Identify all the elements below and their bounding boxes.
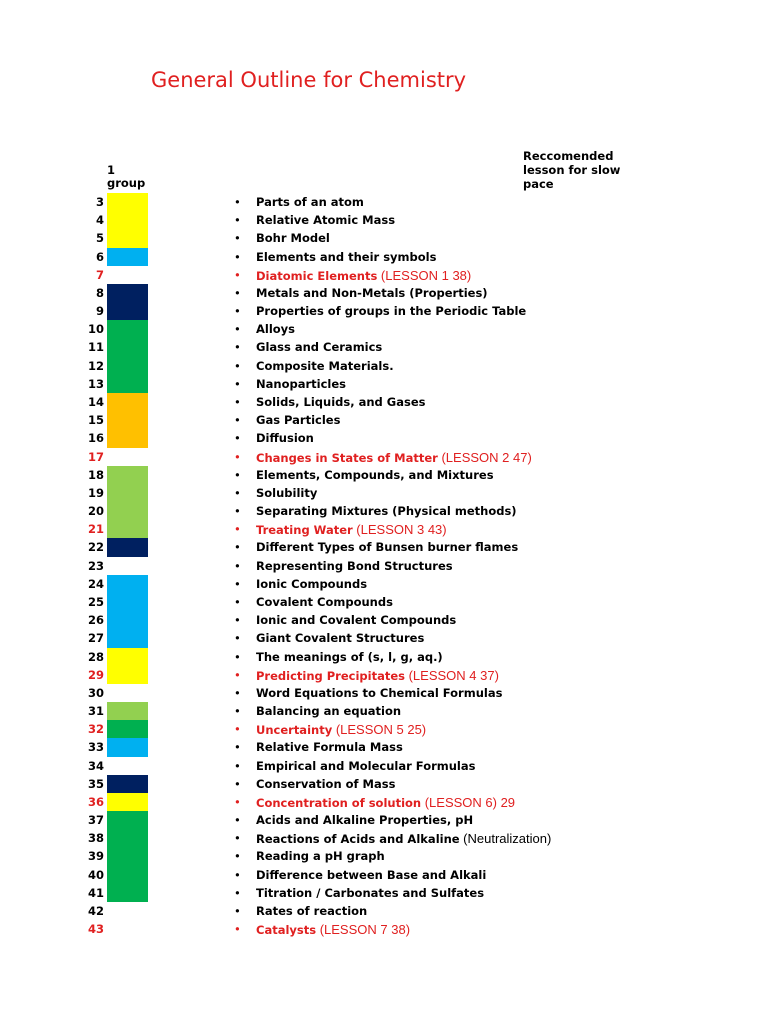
topic-label	[256, 486, 317, 500]
row-number: 22	[87, 540, 104, 555]
topic-text: Uncertainty	[256, 723, 333, 738]
topic-label	[256, 250, 436, 264]
group-header-label: group	[107, 176, 146, 190]
group-color-swatch	[107, 375, 148, 393]
topic-label	[256, 195, 364, 209]
row-number: 3	[95, 195, 104, 209]
outline-row	[0, 320, 768, 338]
row-number: 34	[87, 758, 104, 773]
topic-text: Ionic Compounds	[256, 576, 368, 591]
row-number: 26	[87, 613, 104, 628]
group-color-swatch	[107, 866, 148, 884]
bullet-icon: •	[234, 504, 241, 519]
outline-row	[0, 266, 768, 284]
topic-text: Relative Formula Mass	[256, 740, 403, 755]
group-color-swatch	[107, 229, 148, 247]
topic-label	[256, 613, 456, 627]
group-color-swatch	[107, 611, 148, 629]
topic-label	[256, 340, 382, 354]
topic-text: Treating Water	[256, 523, 353, 538]
lesson-note: (LESSON 4 37)	[404, 667, 499, 683]
topic-text: Gas Particles	[256, 413, 341, 428]
lesson-note: (LESSON 3 43)	[352, 522, 447, 538]
topic-text: The meanings of (s, l, g, aq.)	[256, 649, 443, 664]
row-number: 36	[87, 794, 104, 809]
outline-row	[0, 829, 768, 847]
bullet-icon: •	[234, 285, 241, 300]
row-number: 5	[95, 231, 104, 246]
row-number: 17	[87, 449, 104, 464]
row-number: 24	[87, 576, 104, 591]
row-number: 35	[87, 776, 104, 791]
topic-text: Metals and Non-Metals (Properties)	[256, 285, 488, 300]
group-color-swatch	[107, 320, 148, 338]
row-number: 18	[87, 467, 104, 482]
bullet-icon: •	[234, 413, 241, 428]
group-color-swatch	[107, 811, 148, 829]
row-number: 37	[87, 813, 104, 828]
topic-text: Empirical and Molecular Formulas	[256, 758, 476, 773]
outline-row	[0, 211, 768, 229]
topic-label	[256, 831, 551, 846]
topic-label	[256, 722, 426, 737]
topic-label	[256, 813, 473, 827]
topic-text: Catalysts	[256, 923, 317, 938]
outline-row	[0, 902, 768, 920]
topic-text: Nanoparticles	[256, 376, 346, 391]
bullet-icon: •	[234, 376, 241, 391]
bullet-icon: •	[234, 449, 241, 464]
bullet-icon: •	[234, 813, 241, 828]
group-color-swatch	[107, 847, 148, 865]
group-color-swatch	[107, 484, 148, 502]
outline-row	[0, 375, 768, 393]
outline-row	[0, 520, 768, 538]
topic-label	[256, 849, 385, 863]
row-number: 38	[87, 831, 104, 846]
group-color-swatch	[107, 211, 148, 229]
topic-label	[256, 395, 425, 409]
group-column-header	[107, 164, 145, 190]
topic-text: Elements, Compounds, and Mixtures	[256, 467, 494, 482]
group-color-swatch	[107, 429, 148, 447]
topic-label	[256, 686, 502, 700]
topic-text: Predicting Precipitates	[256, 668, 405, 683]
topic-label	[256, 268, 471, 283]
topic-label	[256, 668, 499, 683]
outline-row	[0, 920, 768, 938]
topic-label	[256, 631, 424, 645]
row-number: 6	[95, 249, 104, 264]
topic-text: Parts of an atom	[256, 195, 364, 209]
outline-row	[0, 502, 768, 520]
topic-text: Covalent Compounds	[256, 594, 393, 609]
outline-row	[0, 884, 768, 902]
topic-text: Representing Bond Structures	[256, 558, 453, 573]
group-color-swatch	[107, 538, 148, 556]
group-color-swatch	[107, 720, 148, 738]
bullet-icon: •	[234, 613, 241, 628]
row-number: 30	[87, 685, 104, 700]
group-color-swatch	[107, 357, 148, 375]
bullet-icon: •	[234, 631, 241, 646]
row-number: 21	[87, 522, 104, 537]
topic-text: Conservation of Mass	[256, 776, 396, 791]
outline-row	[0, 811, 768, 829]
group-color-swatch	[107, 284, 148, 302]
bullet-icon: •	[234, 522, 241, 537]
row-number: 23	[87, 558, 104, 573]
outline-row	[0, 629, 768, 647]
topic-text: Reading a pH graph	[256, 849, 385, 864]
group-color-swatch	[107, 648, 148, 666]
group-color-swatch	[107, 393, 148, 411]
topic-label	[256, 904, 367, 918]
outline-row	[0, 847, 768, 865]
group-color-swatch	[107, 193, 148, 211]
lesson-note: (LESSON 2 47)	[437, 449, 532, 465]
row-number: 42	[87, 904, 104, 919]
row-number: 28	[87, 649, 104, 664]
outline-row	[0, 338, 768, 356]
bullet-icon: •	[234, 904, 241, 919]
row-number: 32	[87, 722, 104, 737]
lesson-note: (LESSON 1 38)	[377, 267, 472, 283]
bullet-icon: •	[234, 704, 241, 719]
topic-label	[256, 468, 494, 482]
outline-row	[0, 557, 768, 575]
topic-text: Bohr Model	[256, 231, 330, 246]
outline-row	[0, 793, 768, 811]
topic-text: Acids and Alkaline Properties, pH	[256, 813, 474, 828]
bullet-icon: •	[234, 885, 241, 900]
topic-text: Solubility	[256, 485, 318, 500]
topic-text: Ionic and Covalent Compounds	[256, 613, 457, 628]
topic-text: Balancing an equation	[256, 704, 402, 719]
bullet-icon: •	[234, 485, 241, 500]
topic-text: Alloys	[256, 322, 296, 337]
topic-label	[256, 777, 395, 791]
topic-label	[256, 304, 526, 318]
outline-row	[0, 738, 768, 756]
topic-label	[256, 540, 518, 554]
topic-label	[256, 595, 393, 609]
outline-row	[0, 448, 768, 466]
outline-row	[0, 720, 768, 738]
bullet-icon: •	[234, 358, 241, 373]
outline-row	[0, 593, 768, 611]
page-title: General Outline for Chemistry	[151, 68, 467, 92]
bullet-icon: •	[234, 195, 241, 209]
bullet-icon: •	[234, 431, 241, 446]
row-number: 41	[87, 885, 104, 900]
group-color-swatch	[107, 302, 148, 320]
group-color-swatch	[107, 702, 148, 720]
outline-row	[0, 684, 768, 702]
group-color-swatch	[107, 775, 148, 793]
lesson-note: (LESSON 7 38)	[316, 922, 411, 938]
row-number: 43	[87, 922, 104, 937]
outline-row	[0, 193, 768, 211]
row-number: 4	[95, 213, 104, 228]
group-color-swatch	[107, 738, 148, 756]
lesson-note: (LESSON 6) 29	[421, 794, 516, 810]
bullet-icon: •	[234, 922, 241, 937]
outline-row	[0, 538, 768, 556]
lesson-note: (Neutralization)	[459, 831, 552, 847]
outline-row	[0, 702, 768, 720]
topic-text: Elements and their symbols	[256, 249, 437, 264]
row-number: 11	[87, 340, 104, 355]
topic-label	[256, 359, 394, 373]
topic-label	[256, 759, 475, 773]
lesson-note: (LESSON 5 25)	[332, 722, 427, 738]
topic-label	[256, 213, 395, 227]
topic-label	[256, 740, 403, 754]
topic-text: Reactions of Acids and Alkaline	[256, 832, 460, 847]
outline-row	[0, 575, 768, 593]
group-color-swatch	[107, 411, 148, 429]
outline-row	[0, 484, 768, 502]
topic-label	[256, 522, 447, 537]
row-number: 39	[87, 849, 104, 864]
outline-row	[0, 229, 768, 247]
row-number: 15	[87, 413, 104, 428]
outline-row	[0, 393, 768, 411]
group-color-swatch	[107, 593, 148, 611]
bullet-icon: •	[234, 322, 241, 337]
bullet-icon: •	[234, 740, 241, 755]
topic-label	[256, 413, 340, 427]
outline-row	[0, 284, 768, 302]
row-number: 16	[87, 431, 104, 446]
bullet-icon: •	[234, 794, 241, 809]
outline-row	[0, 429, 768, 447]
bullet-icon: •	[234, 558, 241, 573]
group-color-swatch	[107, 502, 148, 520]
bullet-icon: •	[234, 231, 241, 246]
bullet-icon: •	[234, 667, 241, 682]
bullet-icon: •	[234, 722, 241, 737]
topic-text: Changes in States of Matter	[256, 450, 438, 465]
topic-label	[256, 886, 484, 900]
recommended-lesson-header: Reccomended lesson for slow pace	[523, 149, 621, 191]
topic-text: Diatomic Elements	[256, 268, 378, 283]
bullet-icon: •	[234, 576, 241, 591]
topic-label	[256, 450, 532, 465]
topic-text: Separating Mixtures (Physical methods)	[256, 504, 517, 519]
topic-label	[256, 322, 295, 336]
topic-text: Composite Materials.	[256, 358, 394, 373]
group-color-swatch	[107, 466, 148, 484]
topic-label	[256, 559, 453, 573]
topic-label	[256, 868, 486, 882]
topic-text: Glass and Ceramics	[256, 340, 383, 355]
row-number: 29	[87, 667, 104, 682]
group-color-swatch	[107, 629, 148, 647]
row-number: 25	[87, 594, 104, 609]
outline-row	[0, 866, 768, 884]
bullet-icon: •	[234, 467, 241, 482]
topic-label	[256, 431, 314, 445]
topic-label	[256, 922, 410, 937]
bullet-icon: •	[234, 540, 241, 555]
outline-row	[0, 248, 768, 266]
group-color-swatch	[107, 248, 148, 266]
topic-text: Word Equations to Chemical Formulas	[256, 685, 503, 700]
outline-row	[0, 466, 768, 484]
row-number: 33	[87, 740, 104, 755]
outline-row	[0, 357, 768, 375]
group-color-swatch	[107, 793, 148, 811]
topic-label	[256, 704, 401, 718]
row-number: 13	[87, 376, 104, 391]
topic-text: Diffusion	[256, 431, 314, 446]
row-number: 19	[87, 485, 104, 500]
topic-text: Solids, Liquids, and Gases	[256, 394, 426, 409]
row-number: 8	[95, 285, 104, 300]
bullet-icon: •	[234, 776, 241, 791]
bullet-icon: •	[234, 594, 241, 609]
group-color-swatch	[107, 520, 148, 538]
row-number: 10	[87, 322, 104, 337]
group-color-swatch	[107, 884, 148, 902]
bullet-icon: •	[234, 267, 241, 282]
group-color-swatch	[107, 829, 148, 847]
bullet-icon: •	[234, 685, 241, 700]
topic-text: Properties of groups in the Periodic Table	[256, 304, 527, 319]
topic-text: Titration / Carbonates and Sulfates	[256, 885, 485, 900]
topic-text: Difference between Base and Alkali	[256, 867, 487, 882]
outline-row	[0, 666, 768, 684]
outline-row	[0, 648, 768, 666]
topic-text: Different Types of Bunsen burner flames	[256, 540, 519, 555]
row-number: 12	[87, 358, 104, 373]
outline-row	[0, 302, 768, 320]
outline-row	[0, 757, 768, 775]
bullet-icon: •	[234, 394, 241, 409]
topic-label	[256, 577, 367, 591]
topic-text: Concentration of solution	[256, 795, 422, 810]
topic-text: Giant Covalent Structures	[256, 631, 425, 646]
bullet-icon: •	[234, 340, 241, 355]
bullet-icon: •	[234, 849, 241, 864]
topic-label	[256, 650, 443, 664]
row-number: 27	[87, 631, 104, 646]
topic-text: Relative Atomic Mass	[256, 213, 396, 228]
row-number: 14	[87, 394, 104, 409]
row-number: 20	[87, 504, 104, 519]
group-color-swatch	[107, 666, 148, 684]
outline-row	[0, 775, 768, 793]
topic-label	[256, 795, 515, 810]
row-number: 40	[87, 867, 104, 882]
outline-row	[0, 611, 768, 629]
group-color-swatch	[107, 338, 148, 356]
bullet-icon: •	[234, 867, 241, 882]
bullet-icon: •	[234, 213, 241, 228]
row-number: 7	[95, 267, 104, 282]
row-number: 9	[95, 304, 104, 319]
topic-label	[256, 286, 488, 300]
row-number: 31	[87, 704, 104, 719]
topic-label	[256, 231, 330, 245]
outline-row	[0, 411, 768, 429]
bullet-icon: •	[234, 831, 241, 846]
bullet-icon: •	[234, 758, 241, 773]
bullet-icon: •	[234, 249, 241, 264]
topic-label	[256, 504, 517, 518]
bullet-icon: •	[234, 304, 241, 319]
group-header-number: 1	[107, 163, 116, 177]
topic-label	[256, 377, 346, 391]
topic-text: Rates of reaction	[256, 904, 368, 919]
bullet-icon: •	[234, 649, 241, 664]
group-color-swatch	[107, 575, 148, 593]
